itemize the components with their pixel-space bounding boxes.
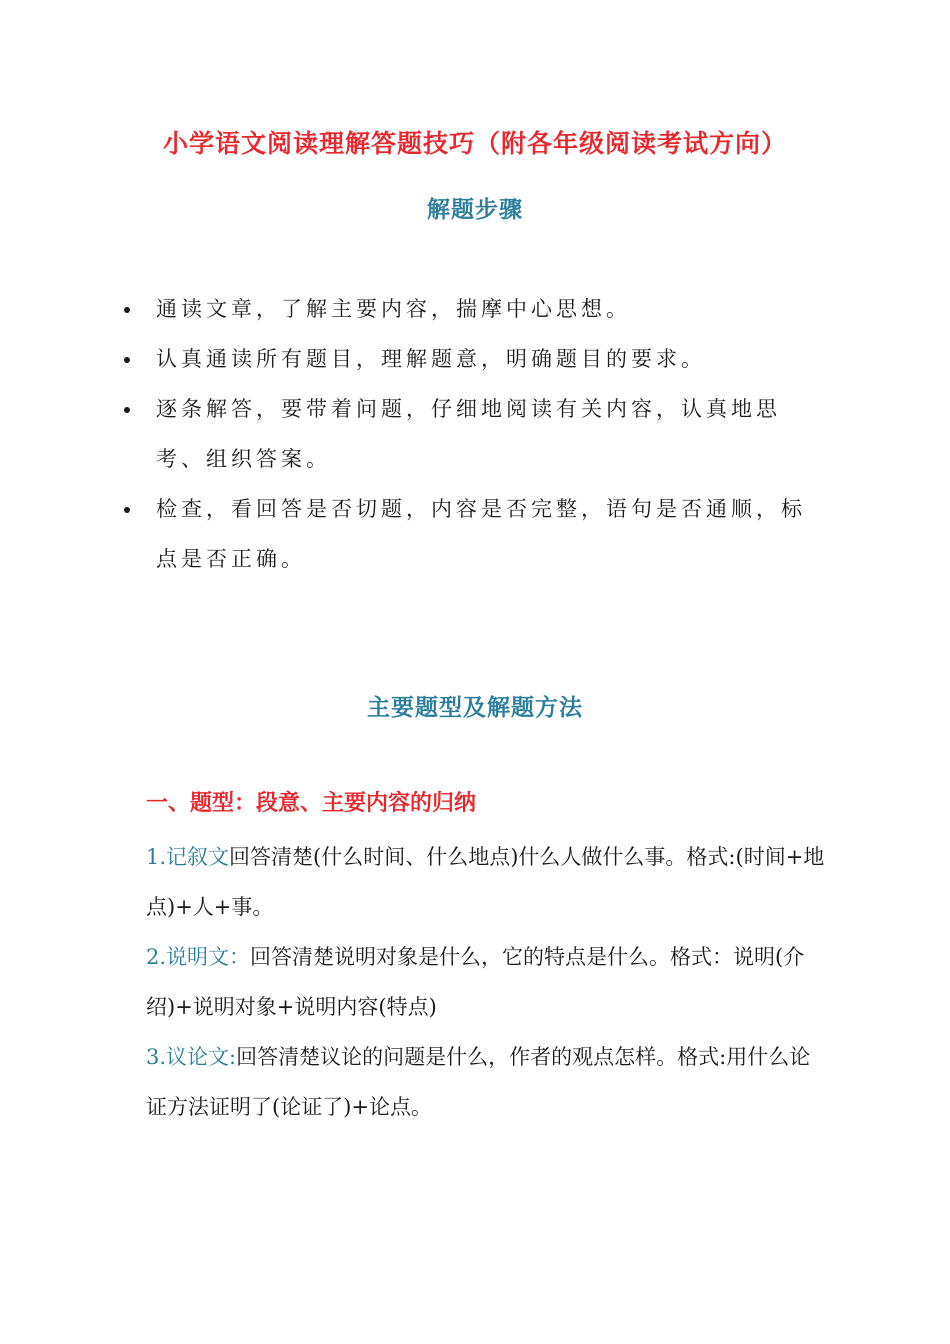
step-text: 通读文章，了解主要内容，揣摩中心思想。 <box>156 297 631 321</box>
bullet-icon <box>124 307 130 313</box>
steps-list <box>124 284 824 584</box>
page-title: 小学语文阅读理解答题技巧（附各年级阅读考试方向） <box>162 129 787 158</box>
type-label: 2.说明文： <box>146 945 251 969</box>
step-text: 检查，看回答是否切题，内容是否完整，语句是否通顺，标点是否正确。 <box>156 497 806 571</box>
type-item-narrative <box>146 832 826 932</box>
list-item <box>124 334 824 384</box>
bullet-icon <box>124 407 130 413</box>
list-item <box>124 384 824 484</box>
type-text: 回答清楚说明对象是什么，它的特点是什么。格式：说明(介绍)+说明对象+说明内容(特点) <box>146 945 805 1019</box>
steps-heading: 解题步骤 <box>427 197 523 223</box>
type-text: 回答清楚议论的问题是什么，作者的观点怎样。格式:用什么论证方法证明了(论证了)+论点。 <box>146 1045 811 1119</box>
list-item <box>124 284 824 334</box>
type-item-argumentative <box>146 1032 826 1132</box>
bullet-icon <box>124 357 130 363</box>
type-label: 3.议论文: <box>146 1045 237 1069</box>
type-items <box>146 832 826 1132</box>
type-text: 回答清楚(什么时间、什么地点)什么人做什么事。格式:(时间+地点)+人+事。 <box>146 845 825 919</box>
list-item <box>124 484 824 584</box>
types-heading: 主要题型及解题方法 <box>367 695 583 721</box>
step-text: 逐条解答，要带着问题，仔细地阅读有关内容，认真地思考、组织答案。 <box>156 397 781 471</box>
step-text: 认真通读所有题目，理解题意，明确题目的要求。 <box>156 347 706 371</box>
type1-heading: 一、题型：段意、主要内容的归纳 <box>146 791 477 816</box>
type-label: 1.记叙文 <box>146 845 230 869</box>
bullet-icon <box>124 507 130 513</box>
type-item-expository <box>146 932 826 1032</box>
